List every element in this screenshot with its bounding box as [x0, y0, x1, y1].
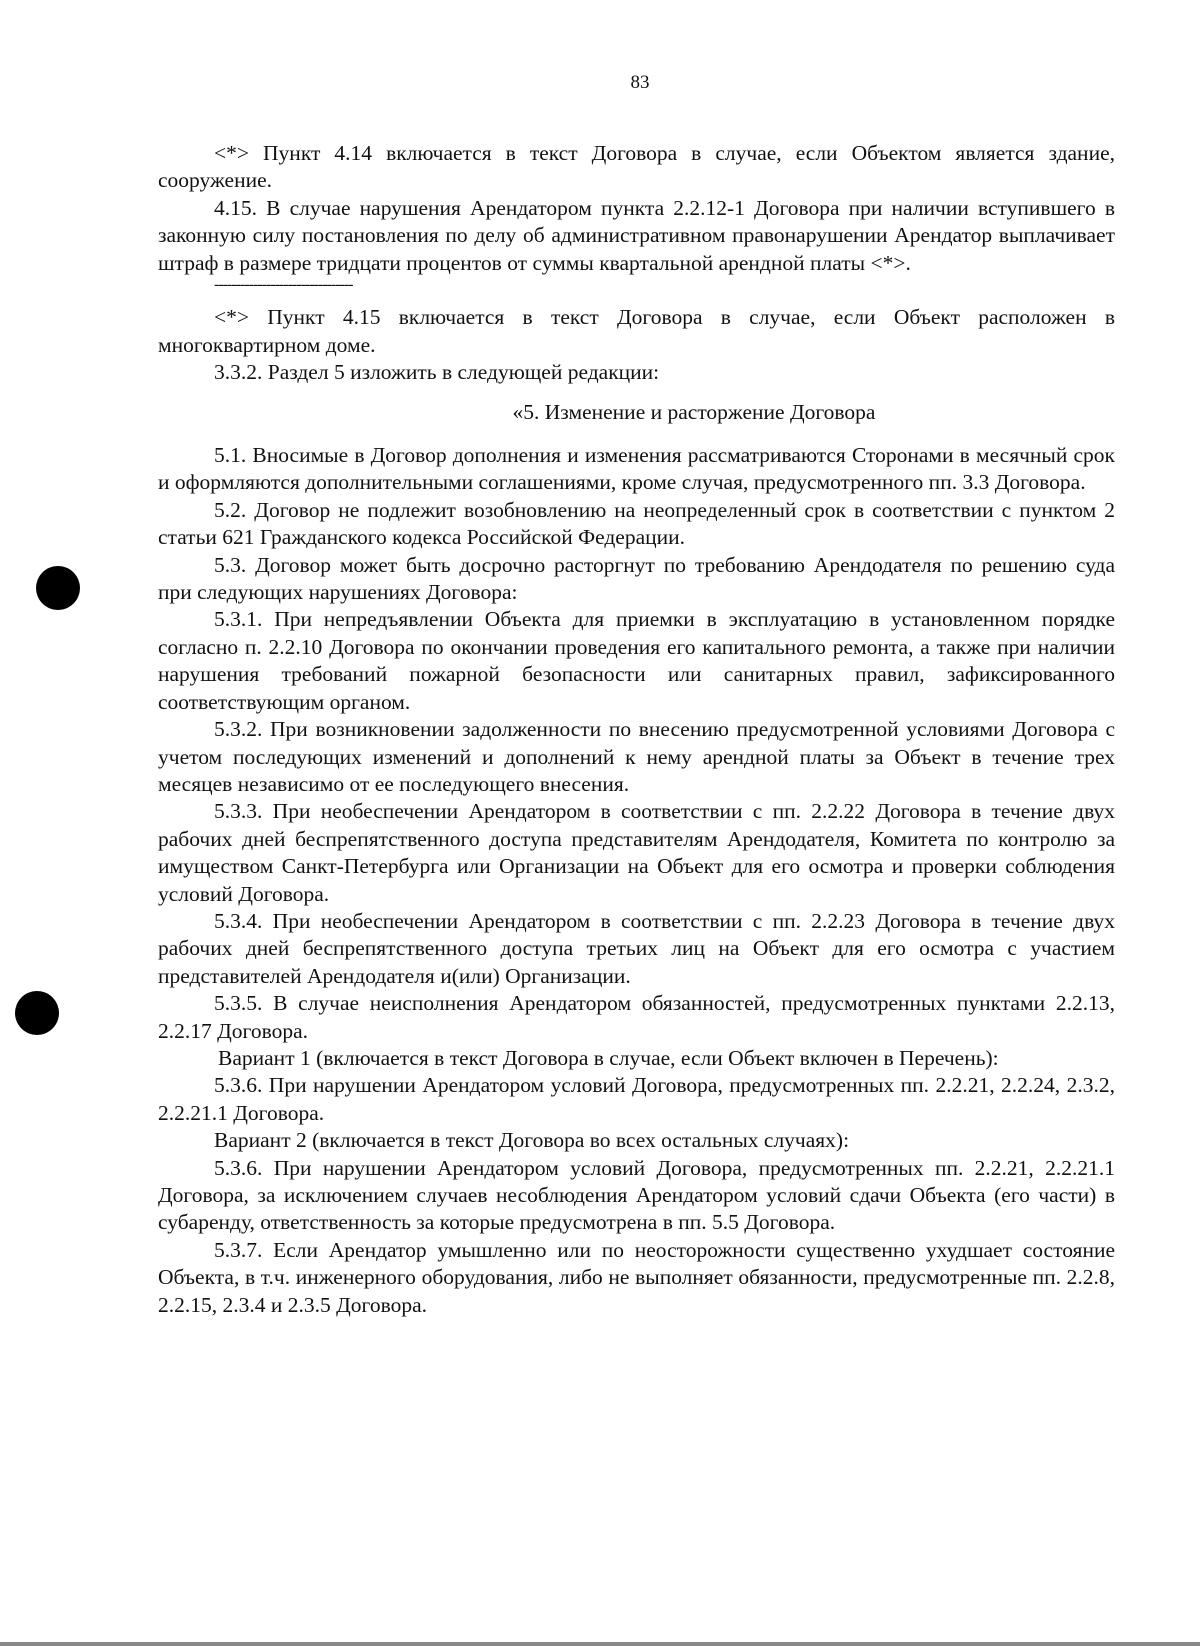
clause-5-3-6-variant-2: 5.3.6. При нарушении Арендатором условий Договора, предусмотренных пп. 2.2.21, 2.2.21.1 Договора, за исключением случаев несоблюдения Арендатором условий сдачи Объекта (его части) в субаренду, ответственность за которые предусмотрена в пп. 5.5 Договора. — [158, 1155, 1115, 1235]
scan-edge — [0, 1642, 1200, 1646]
document-body — [158, 140, 1115, 1319]
clause-5-3-5: 5.3.5. В случае неисполнения Арендатором обязанностей, предусмотренных пунктами 2.2.13, 2.2.17 Договора. — [158, 991, 1115, 1043]
variant-1-note: Вариант 1 (включается в текст Договора в случае, если Объект включен в Перечень): — [218, 1045, 999, 1070]
clause-4-15: 4.15. В случае нарушения Арендатором пункта 2.2.12-1 Договора при наличии вступившего в законную силу постановления по делу об административном правонарушении Арендатор выплачивает штраф в размере тридцати процентов от суммы квартальной арендной платы <*>. — [158, 195, 1115, 275]
clause-5-3-7: 5.3.7. Если Арендатор умышленно или по неосторожности существенно ухудшает состояние Объекта, в т.ч. инженерного оборудования, либо не выполняет обязанности, предусмотренные пп. 2.2.8, 2.2.15, 2.3.4 и 2.3.5 Договора. — [158, 1237, 1115, 1317]
clause-5-1: 5.1. Вносимые в Договор дополнения и изменения рассматриваются Сторонами в месячный срок и оформляются дополнительными соглашениями, кроме случая, предусмотренного пп. 3.3 Договора. — [158, 443, 1115, 495]
section-heading: «5. Изменение и расторжение Договора — [512, 399, 876, 424]
clause-5-3-4: 5.3.4. При необеспечении Арендатором в соответствии с пп. 2.2.23 Договора в течение двух рабочих дней беспрепятственного доступа третьих лиц на Объект для его осмотра с участием представителей Арендодателя и(или) Организации. — [158, 908, 1115, 988]
clause-5-3-2: 5.3.2. При возникновении задолженности по внесению предусмотренной условиями Договора с учетом последующих изменений и дополнений к нему арендной платы за Объект в течение трех месяцев независимо от ее последующего внесения. — [158, 717, 1115, 796]
footnote-4-14: <*> Пункт 4.14 включается в текст Договора в случае, если Объектом является здание, сооружение. — [158, 141, 1115, 193]
clause-5-3-3: 5.3.3. При необеспечении Арендатором в соответствии с пп. 2.2.22 Договора в течение двух рабочих дней беспрепятственного доступа представителям Арендодателя, Комитета по контролю за имуществом Санкт-Петербурга или Организации на Объект для его осмотра и проверки соблюдения условий Договора. — [158, 799, 1115, 906]
page-number: 83 — [630, 72, 650, 93]
clause-5-3-6-variant-1: 5.3.6. При нарушении Арендатором условий Договора, предусмотренных пп. 2.2.21, 2.2.24, 2.3.2, 2.2.21.1 Договора. — [158, 1073, 1115, 1125]
clause-5-2: 5.2. Договор не подлежит возобновлению на неопределенный срок в соответствии с пунктом 2 статьи 621 Гражданского кодекса Российской Федерации. — [158, 497, 1115, 550]
punch-hole-upper — [36, 566, 80, 610]
footnote-4-15: <*> Пункт 4.15 включается в текст Договора в случае, если Объект расположен в многоквартирном доме. — [158, 305, 1115, 357]
variant-2-note: Вариант 2 (включается в текст Договора во всех остальных случаях): — [214, 1128, 850, 1153]
clause-3-3-2: 3.3.2. Раздел 5 изложить в следующей редакции: — [214, 360, 660, 385]
punch-hole-lower — [15, 991, 59, 1035]
footnote-separator: -------------------------------- — [214, 277, 353, 294]
clause-5-3-1: 5.3.1. При непредъявлении Объекта для приемки в эксплуатацию в установленном порядке согласно п. 2.2.10 Договора по окончании проведения его капитального ремонта, а также при наличии нарушения требований пожарной безопасности или санитарных правил, зафиксированного соответствующим органом. — [158, 607, 1115, 714]
clause-5-3: 5.3. Договор может быть досрочно расторгнут по требованию Арендодателя по решению суда при следующих нарушениях Договора: — [158, 552, 1115, 605]
